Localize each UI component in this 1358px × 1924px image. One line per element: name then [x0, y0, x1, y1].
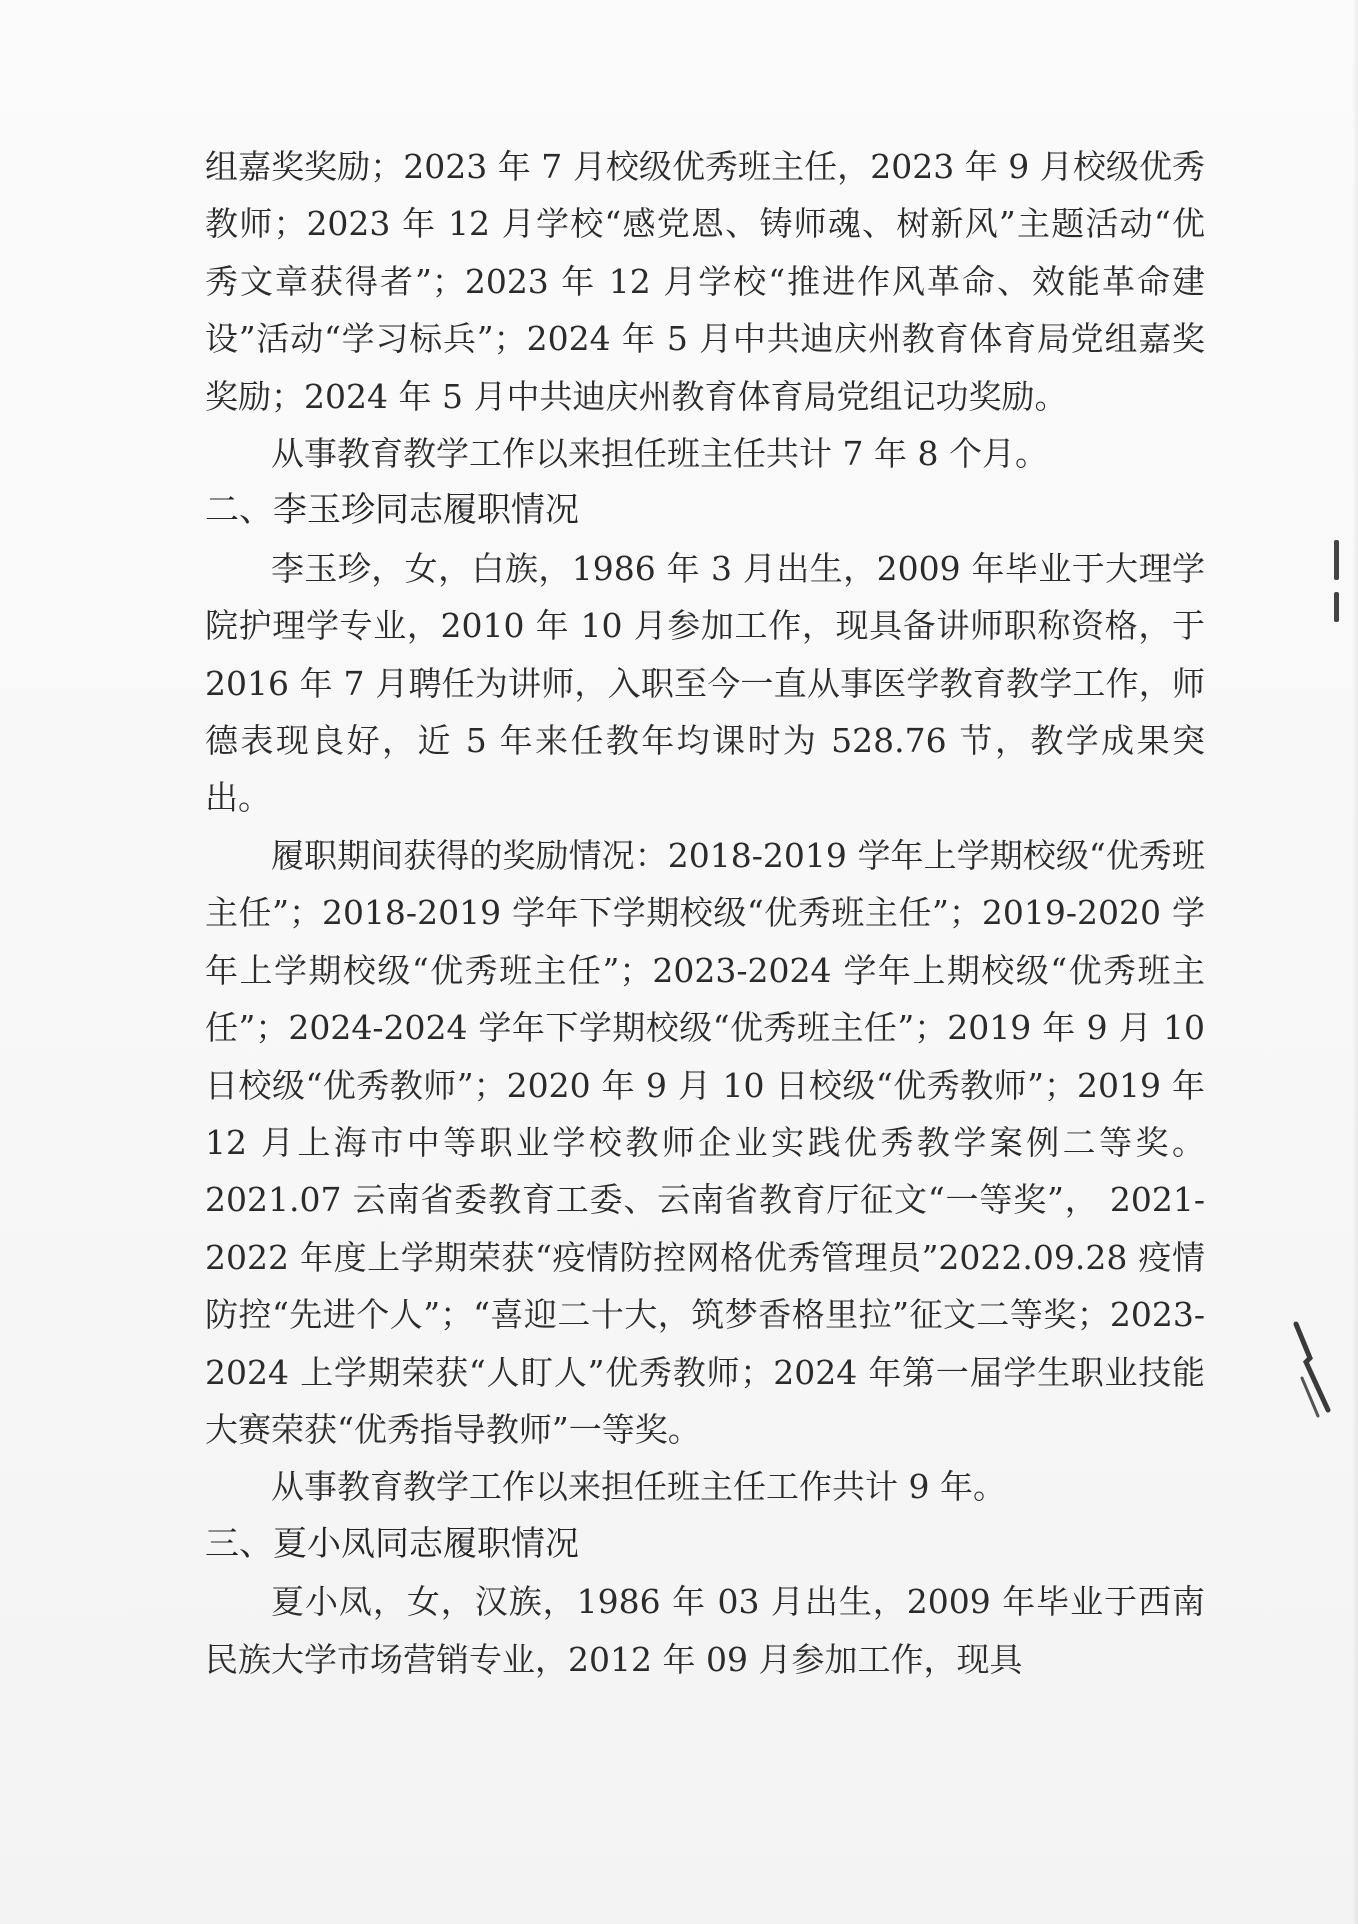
- scan-shadow-edge: [1352, 0, 1358, 1924]
- section2-heading: 二、李玉珍同志履职情况: [205, 490, 579, 531]
- section3-intro-paragraph: 夏小凤，女，汉族，1986 年 03 月出生，2009 年毕业于西南民族大学市场营销专业，2012 年 09 月参加工作，现具: [205, 1582, 1205, 1679]
- document-body: [205, 138, 1205, 1688]
- binding-mark-upper: [1334, 540, 1339, 580]
- section2-summary-paragraph: 从事教育教学工作以来担任班主任工作共计 9 年。: [271, 1467, 1006, 1507]
- section2-intro-paragraph: 李玉珍，女，白族，1986 年 3 月出生，2009 年毕业于大理学院护理学专业，2010 年 10 月参加工作，现具备讲师职称资格，于 2016 年 7 月聘任为讲师，入职至今一直从事医学教育教学工作，师德表现良好，近 5 年来任教年均课时为 528.76 节，教学成果突出。: [205, 548, 1205, 818]
- staple-mark: [1288, 1318, 1348, 1428]
- section1-summary-paragraph: 从事教育教学工作以来担任班主任共计 7 年 8 个月。: [271, 434, 1048, 474]
- section1-continuation-paragraph: 组嘉奖奖励；2023 年 7 月校级优秀班主任，2023 年 9 月校级优秀教师；2023 年 12 月学校“感党恩、铸师魂、树新风”主题活动“优秀文章获得者”；2023 年 12 月学校“推进作风革命、效能革命建设”活动“学习标兵”；2024 年 5 月中共迪庆州教育体育局党组嘉奖奖励；2024 年 5 月中共迪庆州教育体育局党组记功奖励。: [205, 147, 1205, 416]
- binding-mark-lower: [1334, 592, 1339, 622]
- section2-awards-paragraph: 履职期间获得的奖励情况：2018-2019 学年上学期校级“优秀班主任”；2018-2019 学年下学期校级“优秀班主任”；2019-2020 学年上学期校级“优秀班主任”；2023-2024 学年上期校级“优秀班主任”；2024-2024 学年下学期校级“优秀班主任”；2019 年 9 月 10 日校级“优秀教师”；2020 年 9 月 10 日校级“优秀教师”；2019 年 12 月上海市中等职业学校教师企业实践优秀教学案例二等奖。2021.07 云南省委教育工委、云南省教育厅征文“一等奖”， 2021-2022 年度上学期荣获“疫情防控网格优秀管理员”2022.09.28 疫情防控“先进个人”；“喜迎二十大，筑梦香格里拉”征文二等奖；2023-2024 上学期荣获“人盯人”优秀教师；2024 年第一届学生职业技能大赛荣获“优秀指导教师”一等奖。: [205, 835, 1205, 1449]
- section3-heading: 三、夏小凤同志履职情况: [205, 1523, 579, 1564]
